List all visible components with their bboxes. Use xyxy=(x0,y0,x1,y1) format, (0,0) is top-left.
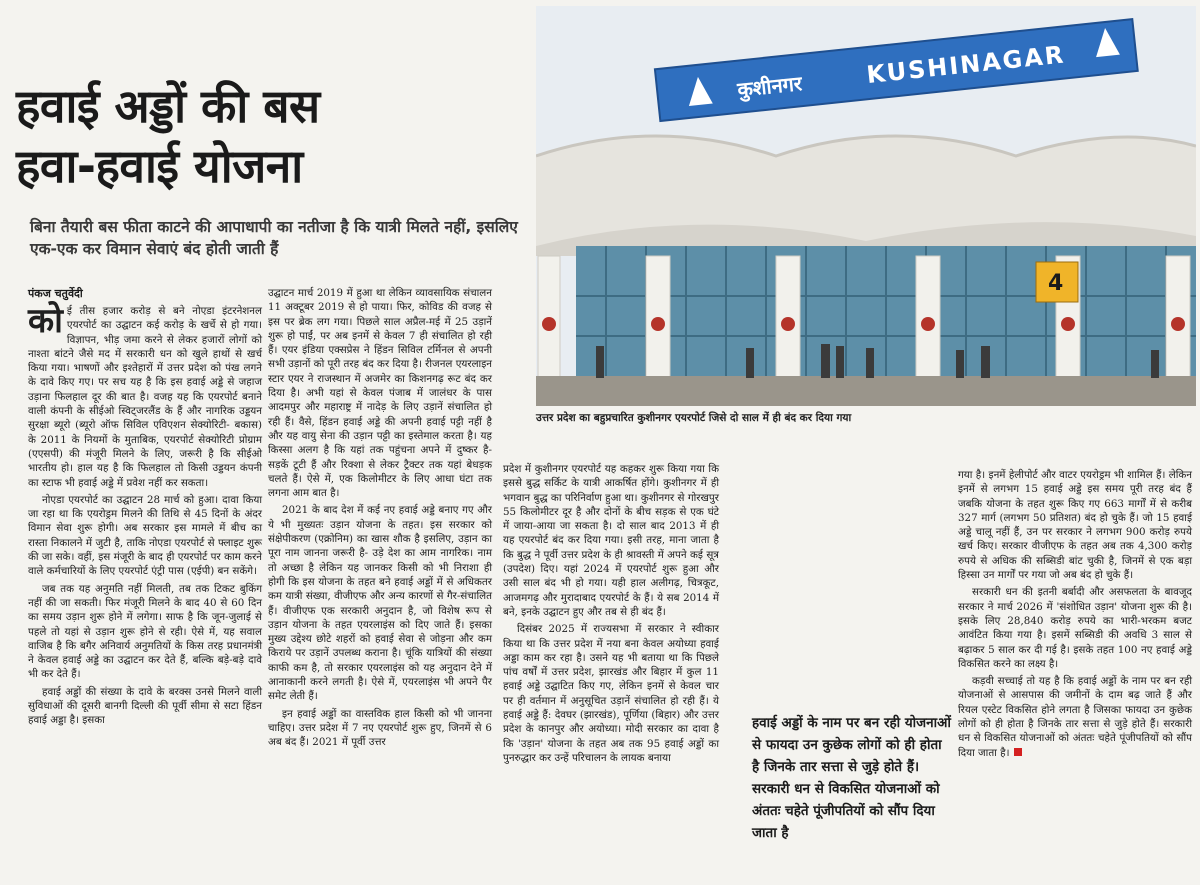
byline: पंकज चतुर्वेदी xyxy=(28,287,83,300)
airport-photo xyxy=(536,6,1196,406)
headline xyxy=(16,76,536,196)
dropcap: को xyxy=(28,301,63,341)
article-column-2 xyxy=(268,286,492,753)
col3-paragraph-2: दिसंबर 2025 में राज्यसभा में सरकार ने स्वीकार किया था कि उत्तर प्रदेश में नया बना केवल अयोध्या हवाई अड्डा काम कर रहा है। उसने यह भी बताया था कि पिछले पांच वर्षों में उत्तर प्रदेश, झारखंड और बिहार में कुल 11 हवाई अड्डे उद्घाटित किए गए, लेकिन इनमें से केवल चार पर ही वर्तमान में अनुसूचित उड़ानें संचालित हो रही हैं। ये हवाई अड्डे हैं: देवघर (झारखंड), पूर्णिया (बिहार) और उत्तर प्रदेश के कानपुर और अयोध्या। मोदी सरकार का दावा है कि 'उड़ान' योजना के तहत अब तक 95 हवाई अड्डों का पुनरुद्धार कर उन्हें परिचालन के लायक बनाया xyxy=(503,623,719,764)
gate-number: 4 xyxy=(1048,271,1064,296)
col2-paragraph-2: 2021 के बाद देश में कई नए हवाई अड्डे बनाए गए और ये भी मुख्यतः उड़ान योजना के तहत। इस सरकार को संक्षेपीकरण (एक्रोनिम) का खास शौक है इसलिए, उड़ान का पूरा नाम जानना जरूरी है- उड़े देश का आम नागरिक। नाम तो अच्छा है लेकिन यह जानकर किसी को भी निराशा ही होगी कि इस योजना के तहत बने हवाई अड्डों में से अधिकतर कम यात्री संख्या, वीजीएफ और अन्य कारणों से गैर-संचालित हैं। वीजीएफ एक सरकारी अनुदान है, जो विशेष रूप से उड़ान योजना के तहत एयरलाइंस को दिए जाते हैं। इसका मुख्य उद्देश्य छोटे शहरों को हवाई सेवा से जोड़ना और कम किराये पर उड़ानें उपलब्ध कराना है। चूंकि यात्रियों की संख्या काफी कम है, तो सरकार एयरलाइंस को यह अनुदान देने में आनाकानी करने लगती है। ऐसे में, एयरलाइंस भी अपने पैर समेट लेती हैं। xyxy=(268,504,492,703)
article-column-3 xyxy=(503,462,719,768)
col1-paragraph-3: जब तक यह अनुमति नहीं मिलती, तब तक टिकट बुकिंग नहीं की जा सकती। फिर मंजूरी मिलने के बाद 40 से 60 दिन का समय उड़ान शुरू होने में लगेगा। साफ है कि जून-जुलाई से पहले तो यहां से उड़ान शुरू होने से रही। ऐसे में, यह सवाल वाजिब है कि बगैर अनिवार्य अनुमतियों के किस तरह प्रधानमंत्री ने केवल हवाई अड्डे का उद्घाटन कर देते हैं, बल्कि बड़े-बड़े दावे भी कर देते हैं। xyxy=(28,582,262,681)
col1-paragraph-4: हवाई अड्डों की संख्या के दावे के बरक्स उनसे मिलने वाली सुविधाओं की दूसरी बानगी दिल्ली की पूर्वी सीमा से सटा हिंडन हवाई अड्डा है। इसका xyxy=(28,685,262,727)
photo-caption: उत्तर प्रदेश का बहुप्रचारित कुशीनगर एयरपोर्ट जिसे दो साल में ही बंद कर दिया गया xyxy=(536,412,852,424)
col2-paragraph-1: उद्घाटन मार्च 2019 में हुआ था लेकिन व्यावसायिक संचालन 11 अक्टूबर 2019 से हो पाया। फिर, कोविड की वजह से इस पर ब्रेक लग गया। पिछले साल अप्रैल-मई में 25 उड़ानें शुरू हो पाईं, पर अब इनमें से केवल 7 ही संचालित हो रही हैं। एयर इंडिया एक्सप्रेस ने हिंडन सिविल टर्मिनल से अपनी सभी उड़ानों को पूरी तरह बंद कर दिया है। रीजनल एयरलाइन स्टार एयर ने राजस्थान में अजमेर का किशनगढ़ रूट बंद कर दिया है। अभी यहां से केवल पंजाब में जालंधर के पास आदमपुर और महाराष्ट्र में नादेड़ के लिए उड़ानें संचालित हो रही हैं। वैसे, हिंडन हवाई अड्डे की अपनी हवाई पट्टी नहीं है और यह वायु सेना की उड़ान पट्टी का इस्तेमाल करता है। यह किस्सा अलग है कि यहां तक पहुंचना अपने में दुष्कर है- सड़कें टूटी हैं और रिक्शा से लेकर ट्रैक्टर तक यहां बेधड़क चलते हैं। ऐसे में, एक किलोमीटर के लिए आधा घंटा तक लगना आम बात है। xyxy=(268,287,492,500)
sign-hindi-text: कुशीनगर xyxy=(736,71,804,102)
col1-paragraph-2: नोएडा एयरपोर्ट का उद्घाटन 28 मार्च को हुआ। दावा किया जा रहा था कि एयरोड्रम मिलने की तिथि से 45 दिनों के अंदर विमान सेवा शुरू होगी। अब सरकार इस मामले में बीच का रास्ता निकालने में जुटी है, ताकि नोएडा एयरपोर्ट से फ्लाइट शुरू की जा सके। वहीं, इस मंजूरी के बाद ही एयरपोर्ट पर काम करने वाले कर्मचारियों के लिए एयरपोर्ट एंट्री पास (एईपी) बन सकेंगे। xyxy=(28,493,262,578)
headline-line-1: हवाई अड्डों की बस xyxy=(16,79,320,133)
article-column-1 xyxy=(28,301,262,731)
airport-illustration xyxy=(536,6,1196,406)
col2-paragraph-3: इन हवाई अड्डों का वास्तविक हाल किसी को भी जानना चाहिए। उत्तर प्रदेश में 7 नए एयरपोर्ट शुरू हुए, जिनमें से 6 अब बंद हैं। 2021 में पूर्वी उत्तर xyxy=(268,707,492,749)
col4-paragraph-3: कड़वी सच्चाई तो यह है कि हवाई अड्डों के नाम पर बन रही योजनाओं से आसपास की जमीनों के दाम बढ़ जाते हैं और रियल एस्टेट विकसित होने लगता है जिसका फायदा उन कुछेक लोगों को ही होता है जिनके तार सत्ता से जुड़े होते हैं। सरकारी धन से विकसित योजनाओं को अंततः चहेते पूंजीपतियों को सौंप दिया जाता है। xyxy=(958,675,1192,759)
end-mark xyxy=(1014,748,1022,756)
headline-line-2: हवा-हवाई योजना xyxy=(16,139,303,193)
col4-paragraph-2: सरकारी धन की इतनी बर्बादी और असफलता के बावजूद सरकार ने मार्च 2026 में 'संशोधित उड़ान' योजना शुरू की है। इसके लिए 28,840 करोड़ रुपये का भारी-भरकम बजट आवंटित किया गया है। इसमें सब्सिडी की अवधि 3 साल से बढ़ाकर 5 साल कर दी गई है। इसके तहत 100 नए हवाई अड्डे विकसित करने का लक्ष्य है। xyxy=(958,586,1192,670)
col3-paragraph-1: प्रदेश में कुशीनगर एयरपोर्ट यह कहकर शुरू किया गया कि इससे बुद्ध सर्किट के यात्री आकर्षित होंगे। कुशीनगर में ही भगवान बुद्ध का परिनिर्वाण हुआ था। कुशीनगर से गोरखपुर 55 किलोमीटर दूर है और दोनों के बीच सड़क से एक घंटे में जाया-आया जा सकता है। दो साल बाद 2013 में ही यह एयरपोर्ट बंद कर दिया गया। इसी तरह, माना जाता है कि बुद्ध ने पूर्वी उत्तर प्रदेश के ही श्रावस्ती में अपने कई सूत्र (उपदेश) दिए। यहां 2024 में एयरपोर्ट शुरू हुआ और उसी साल बंद भी हो गया। यही हाल अलीगढ़, चित्रकूट, आजमगढ़ और मुरादाबाद एयरपोर्ट के हैं। ये सब 2014 में बने, इनके उद्घाटन हुए और तब से ही बंद हैं। xyxy=(503,463,719,618)
sign-english-text: KUSHINAGAR xyxy=(865,40,1067,90)
col4-paragraph-1: गया है। इनमें हेलीपोर्ट और वाटर एयरोड्रम भी शामिल हैं। लेकिन इनमें से लगभग 15 हवाई अड्डे इस समय पूरी तरह बंद हैं जबकि योजना के तहत शुरू किए गए 663 मार्गों में से करीब 327 मार्ग (लगभग 50 प्रतिशत) बंद हो चुके हैं। जो 15 हवाई अड्डे चालू नहीं हैं, उन पर सरकार ने लगभग 900 करोड़ रुपये खर्च किए। सरकार वीजीएफ के तहत अब तक 4,300 करोड़ रुपये से अधिक की सब्सिडी बांट चुकी है, जिनमें से एक बड़ा हिस्सा उन मार्गों पर गया जो अब बंद हो चुके हैं। xyxy=(958,469,1192,582)
deck-subheading: बिना तैयारी बस फीता काटने की आपाधापी का नतीजा है कि यात्री मिलते नहीं, इसलिए एक-एक कर विमान सेवाएं बंद होती जाती हैं xyxy=(30,218,518,258)
col1-paragraph-1: ई तीस हजार करोड़ से बने नोएडा इंटरनेशनल एयरपोर्ट का उद्घाटन कई करोड़ के खर्चे से हो गया। विज्ञापन, भीड़ जमा करने से लेकर हजारों लोगों को नाश्ता बांटने जैसे मद में सरकारी धन को खुले हाथों से खर्च किया गया। भाषणों और इश्तेहारों में उत्तर प्रदेश को पंख लगने के दावे किए गए। पर सच यह है कि इस हवाई अड्डे से जहाज उड़ाना फिलहाल दूर की बात है। वजह यह कि एयरपोर्ट बनाने वाली कंपनी के सीईओ स्विट्जरलैंड के हैं और नागरिक उड्डयन सुरक्षा ब्यूरो (ब्यूरो ऑफ सिविल एविएशन सेक्योरिटी- बकास) के 2011 के नियमों के मुताबिक, एयरपोर्ट सेक्योरिटी प्रोग्राम (एएसपी) की मंजूरी मिलने के लिए, जरूरी है कि सीईओ भारतीय हो। हाल यह है कि फिलहाल तो किसी उड्डयन कंपनी का स्टाफ भी हवाई अड्डे में प्रवेश नहीं कर सकता। xyxy=(28,305,262,489)
article-column-4 xyxy=(958,468,1192,763)
pull-quote: हवाई अड्डों के नाम पर बन रही योजनाओं से फायदा उन कुछेक लोगों को ही होता है जिनके तार सत्ता से जुड़े होते हैं। सरकारी धन से विकसित योजनाओं को अंततः चहेते पूंजीपतियों को सौंप दिया जाता है xyxy=(752,715,951,841)
